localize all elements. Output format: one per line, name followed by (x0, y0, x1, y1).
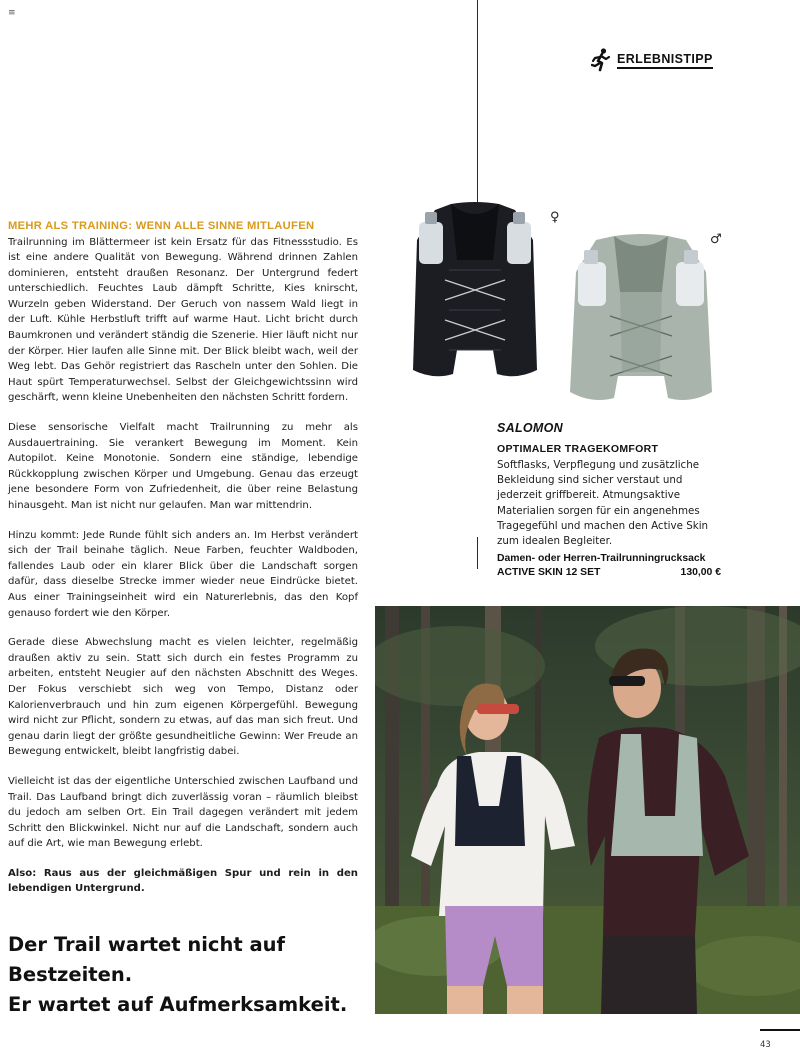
erlebnistipp-badge (591, 48, 713, 72)
product-model: ACTIVE SKIN 12 SET (497, 567, 601, 579)
product-divider (477, 537, 478, 569)
column-divider (477, 0, 478, 206)
male-symbol: ♂ (710, 232, 722, 247)
erlebnistipp-label: ERLEBNISTIPP (617, 52, 713, 69)
article (8, 219, 358, 897)
product-model-row (497, 566, 721, 580)
product-title: OPTIMALER TRAGEKOMFORT (497, 443, 659, 455)
product-price: 130,00 € (680, 567, 721, 579)
page-number: 43 (760, 1040, 771, 1050)
pull-quote-line: Er wartet auf Aufmerksamkeit. (8, 993, 348, 1016)
pull-quote (8, 930, 368, 1020)
brand-logo: SALOMON (497, 421, 563, 435)
product-description: Softflasks, Verpflegung und zusätzliche Bekleidung sind sicher verstaut und jederzeit griffbereit. Atmungsaktive Materialien sorgen für ein angenehmes Tragegefühl und machen den Active Skin zum idealen Begleiter. (497, 459, 709, 548)
female-vest-image (405, 200, 545, 384)
article-paragraph: Vielleicht ist das der eigentliche Unterschied zwischen Laufband und Trail. Das Laufband bringt dich zuverlässig voran – räumlich bleibst du jedoch am selben Ort. Ein Trail dagegen verändert mit jedem Schritt den Blickwinkel. Nicht nur auf die Landschaft, sondern auch auf die Art, wie man Bewegung erlebt. (8, 775, 358, 850)
article-heading: MEHR ALS TRAINING: WENN ALLE SINNE MITLAUFEN (8, 220, 315, 232)
runners-photo (375, 606, 800, 1014)
article-paragraph: Gerade diese Abwechslung macht es vielen leichter, regelmäßig draußen aktiv zu sein. Statt sich durch ein festes Programm zu arbeiten, entsteht Neugier auf den nächsten Abschnitt des Weges. Der Fokus verschiebt sich weg von Tempo, Distanz oder Kalorienverbrauch und hin zum eigenen Körpergefühl. Bewegung wird nicht zur Pflicht, sondern zu etwas, auf das man sich freut. Und genau darin liegt der größte gesundheitliche Gewinn: Wer Freude an Bewegung entwickelt, bleibt langfristig dabei. (8, 637, 358, 758)
article-paragraph: Diese sensorische Vielfalt macht Trailrunning zu mehr als Ausdauertraining. Sie verankert Bewegung im Moment. Kein Autopilot. Keine Monotonie. Sondern eine ständige, lebendige Rückkopplung zwischen Körper und Umgebung. Genau das erzeugt jene besondere Form von Zufriedenheit, die über reine Belastung hinausgeht. Man ist nicht nur gelaufen. Man war mittendrin. (8, 422, 358, 511)
corner-mark: ≡ (8, 8, 16, 18)
article-paragraph: Trailrunning im Blättermeer ist kein Ersatz für das Fitnessstudio. Es ist eine andere Qualität von Bewegung. Während drinnen Zahlen dominieren, entsteht draußen Resonanz. Der Untergrund federt unterschiedlich. Feuchtes Laub dämpft Schritte, Kies knirscht, Wurzeln geben Widerstand. Der Geruch von nassem Wald liegt in der Luft. Kühle Herbstluft trifft auf warme Haut. Licht bricht durch Baumkronen und verändert ständig die Szenerie. Hier läuft nicht nur der Körper. Hier laufen alle Sinne mit. Der Blick bleibt wach, weil der Weg lebt. Das Gehör registriert das Rascheln unter den Sohlen. Die Haut spürt Temperaturwechsel. Selbst der Gleichgewichtssinn wird geschärft, wenn kleine Unebenheiten den nächsten Schritt fordern. (8, 236, 358, 404)
male-vest-image (560, 232, 722, 410)
pull-quote-line: Der Trail wartet nicht auf (8, 933, 285, 956)
article-paragraph: Hinzu kommt: Jede Runde fühlt sich anders an. Im Herbst verändert sich der Trail beinahe täglich. Neue Farben, feuchter Waldboden, fallendes Laub oder ein klarer Blick über die Landschaft sorgen dafür, dass dieselbe Strecke immer wieder neue Eindrücke bietet. Aus einer Trainingseinheit wird ein Naturerlebnis, das den Kopf genauso fordert wie den Körper. (8, 529, 358, 619)
runner-icon (591, 48, 611, 72)
article-closing: Also: Raus aus der gleichmäßigen Spur und rein in den lebendigen Untergrund. (8, 867, 358, 895)
product-name: Damen- oder Herren-Trailrunningrucksack (497, 553, 706, 565)
product-info (497, 421, 721, 580)
female-symbol: ♀ (550, 210, 560, 225)
page-number-rule (760, 1029, 800, 1031)
pull-quote-line: Bestzeiten. (8, 963, 133, 986)
